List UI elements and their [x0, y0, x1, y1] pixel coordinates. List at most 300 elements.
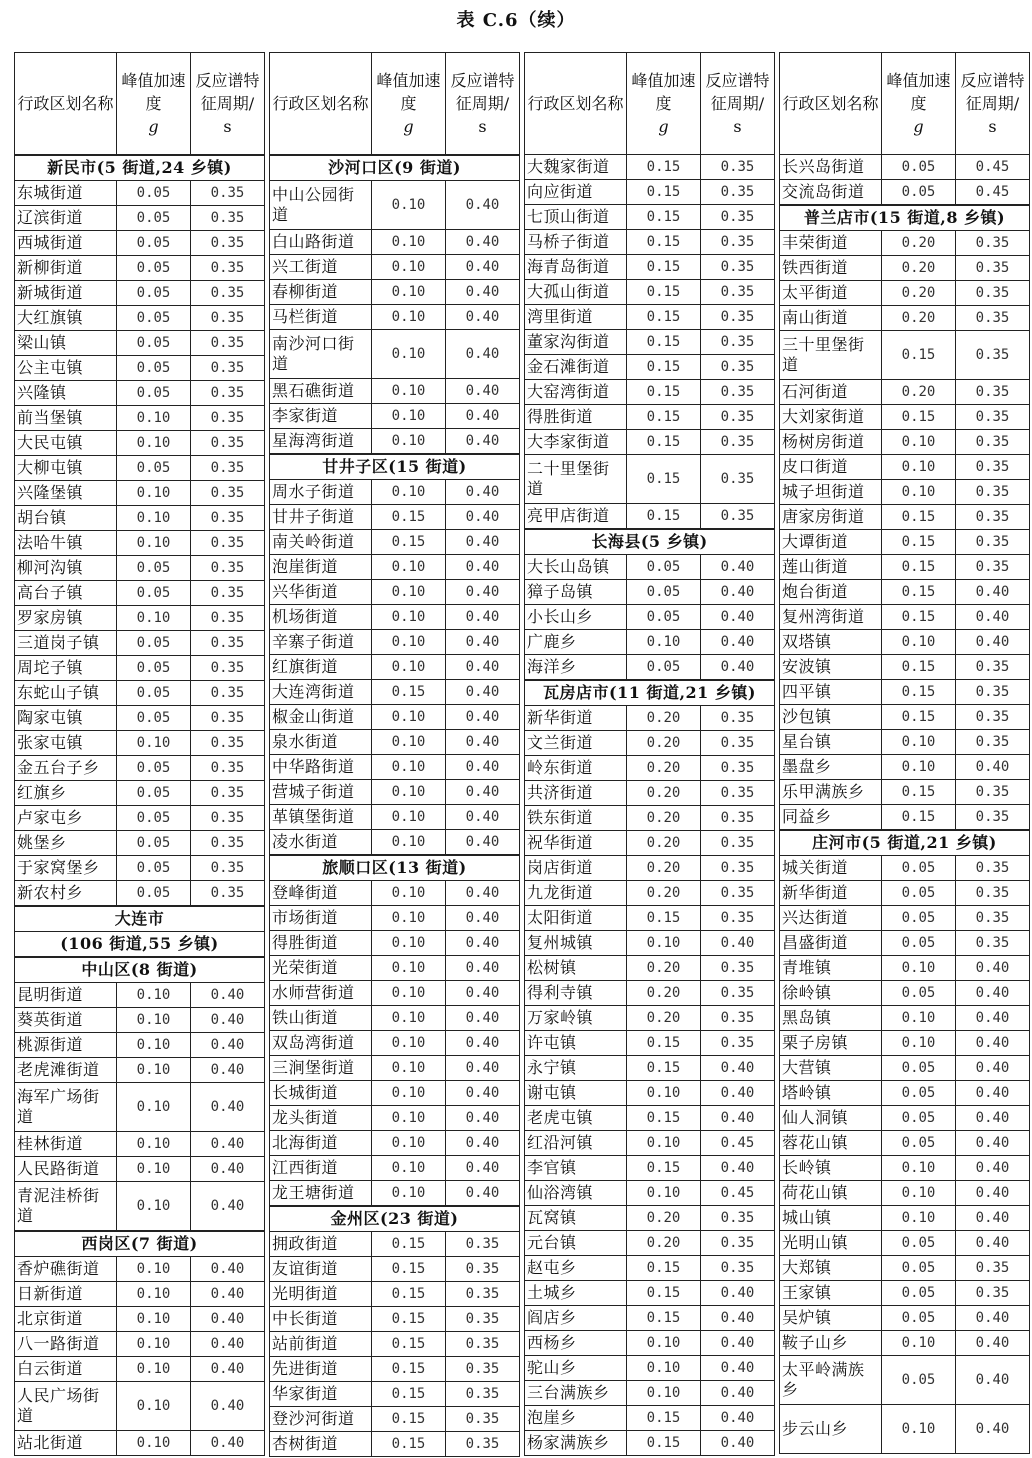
header-pga: 峰值加速度 g — [882, 53, 956, 155]
peak-acceleration: 0.10 — [882, 455, 956, 480]
peak-acceleration: 0.15 — [627, 180, 701, 205]
table-row — [525, 731, 775, 756]
table-row — [780, 530, 1030, 555]
peak-acceleration: 0.20 — [627, 781, 701, 806]
district-name: 大长山岛镇 — [525, 555, 627, 580]
peak-acceleration: 0.05 — [627, 655, 701, 681]
table-row — [780, 1006, 1030, 1031]
peak-acceleration: 0.10 — [117, 1357, 191, 1382]
peak-acceleration: 0.05 — [117, 281, 191, 306]
characteristic-period: 0.40 — [956, 1356, 1030, 1405]
table-row — [15, 1033, 265, 1058]
section-title: 中山区(8 街道) — [15, 957, 265, 983]
district-name: 大连湾街道 — [270, 680, 372, 705]
characteristic-period: 0.40 — [446, 605, 520, 630]
table-row — [780, 1081, 1030, 1106]
table-row — [780, 555, 1030, 580]
table-row — [780, 705, 1030, 730]
peak-acceleration: 0.05 — [117, 831, 191, 856]
district-name: 向应街道 — [525, 180, 627, 205]
peak-acceleration: 0.05 — [117, 881, 191, 907]
table-row — [15, 1431, 265, 1456]
table-row — [270, 1357, 520, 1382]
district-name: 姚堡乡 — [15, 831, 117, 856]
peak-acceleration: 0.15 — [372, 1257, 446, 1282]
characteristic-period: 0.40 — [701, 1431, 775, 1456]
peak-acceleration: 0.15 — [627, 205, 701, 230]
characteristic-period: 0.35 — [191, 506, 265, 531]
table-row — [15, 431, 265, 456]
characteristic-period: 0.40 — [191, 983, 265, 1008]
table-row — [525, 555, 775, 580]
peak-acceleration: 0.15 — [627, 255, 701, 280]
district-name: 大红旗镇 — [15, 306, 117, 331]
peak-acceleration: 0.10 — [372, 255, 446, 280]
characteristic-period: 0.40 — [446, 555, 520, 580]
peak-acceleration: 0.05 — [882, 1106, 956, 1131]
table-row — [270, 255, 520, 280]
peak-acceleration: 0.10 — [117, 1382, 191, 1431]
district-name: 文兰街道 — [525, 731, 627, 756]
peak-acceleration: 0.15 — [627, 1256, 701, 1281]
table-grid — [14, 52, 1024, 1452]
peak-acceleration: 0.05 — [882, 180, 956, 206]
peak-acceleration: 0.10 — [372, 1031, 446, 1056]
peak-acceleration: 0.10 — [627, 1131, 701, 1156]
district-name: 南山街道 — [780, 306, 882, 331]
peak-acceleration: 0.15 — [627, 1406, 701, 1431]
peak-acceleration: 0.10 — [117, 531, 191, 556]
table-row — [270, 305, 520, 330]
district-name: 光明街道 — [270, 1282, 372, 1307]
district-name: 先进街道 — [270, 1357, 372, 1382]
table-row — [15, 983, 265, 1008]
table-row — [270, 605, 520, 630]
district-name: 兴达街道 — [780, 906, 882, 931]
table-row — [780, 730, 1030, 755]
table-row — [270, 805, 520, 830]
characteristic-period: 0.40 — [956, 1306, 1030, 1331]
peak-acceleration: 0.10 — [372, 830, 446, 856]
district-name: 徐岭镇 — [780, 981, 882, 1006]
district-name: 塔岭镇 — [780, 1081, 882, 1106]
district-name: 黑岛镇 — [780, 1006, 882, 1031]
table-row — [525, 455, 775, 504]
peak-acceleration: 0.10 — [372, 429, 446, 455]
characteristic-period: 0.40 — [446, 981, 520, 1006]
characteristic-period: 0.35 — [956, 655, 1030, 680]
characteristic-period: 0.40 — [191, 1357, 265, 1382]
peak-acceleration: 0.05 — [627, 555, 701, 580]
table-block-1 — [14, 52, 265, 1456]
peak-acceleration: 0.20 — [882, 256, 956, 281]
table-row — [525, 180, 775, 205]
district-name: 新华街道 — [780, 881, 882, 906]
peak-acceleration: 0.05 — [117, 381, 191, 406]
section-title: (106 街道,55 乡镇) — [15, 932, 265, 958]
table-row — [15, 1083, 265, 1132]
table-row — [270, 280, 520, 305]
table-row — [15, 1282, 265, 1307]
characteristic-period: 0.35 — [701, 380, 775, 405]
peak-acceleration: 0.05 — [882, 981, 956, 1006]
district-name: 人民广场街道 — [15, 1382, 117, 1431]
characteristic-period: 0.35 — [191, 881, 265, 907]
district-name: 栗子房镇 — [780, 1031, 882, 1056]
table-row — [780, 856, 1030, 881]
district-name: 大郑镇 — [780, 1256, 882, 1281]
characteristic-period: 0.40 — [446, 1131, 520, 1156]
district-name: 站北街道 — [15, 1431, 117, 1456]
header-name: 行政区划名称 — [780, 53, 882, 155]
district-name: 周水子街道 — [270, 480, 372, 505]
district-name: 陶家屯镇 — [15, 706, 117, 731]
table-row — [270, 1031, 520, 1056]
table-row — [15, 706, 265, 731]
district-name: 马栏街道 — [270, 305, 372, 330]
characteristic-period: 0.35 — [191, 281, 265, 306]
district-name: 复州湾街道 — [780, 605, 882, 630]
table-row — [780, 956, 1030, 981]
peak-acceleration: 0.10 — [372, 805, 446, 830]
section-row — [780, 830, 1030, 856]
characteristic-period: 0.40 — [701, 605, 775, 630]
characteristic-period: 0.35 — [701, 981, 775, 1006]
table-row — [270, 1307, 520, 1332]
district-name: 登沙河街道 — [270, 1407, 372, 1432]
peak-acceleration: 0.15 — [372, 1232, 446, 1257]
peak-acceleration: 0.10 — [372, 655, 446, 680]
district-name: 共济街道 — [525, 781, 627, 806]
characteristic-period: 0.35 — [701, 806, 775, 831]
peak-acceleration: 0.15 — [627, 906, 701, 931]
district-name: 石河街道 — [780, 380, 882, 405]
district-name: 湾里街道 — [525, 305, 627, 330]
characteristic-period: 0.35 — [446, 1232, 520, 1257]
district-name: 交流岛街道 — [780, 180, 882, 206]
characteristic-period: 0.35 — [191, 556, 265, 581]
table-row — [15, 381, 265, 406]
characteristic-period: 0.40 — [701, 580, 775, 605]
district-name: 金五台子乡 — [15, 756, 117, 781]
characteristic-period: 0.40 — [446, 655, 520, 680]
peak-acceleration: 0.10 — [882, 730, 956, 755]
characteristic-period: 0.35 — [701, 1231, 775, 1256]
table-row — [525, 380, 775, 405]
characteristic-period: 0.35 — [191, 356, 265, 381]
table-row — [525, 1056, 775, 1081]
peak-acceleration: 0.15 — [372, 680, 446, 705]
characteristic-period: 0.35 — [956, 856, 1030, 881]
peak-acceleration: 0.15 — [627, 1156, 701, 1181]
characteristic-period: 0.40 — [956, 630, 1030, 655]
peak-acceleration: 0.10 — [372, 956, 446, 981]
peak-acceleration: 0.15 — [372, 1282, 446, 1307]
table-row — [525, 1281, 775, 1306]
section-title: 旅顺口区(13 街道) — [270, 855, 520, 881]
characteristic-period: 0.40 — [956, 981, 1030, 1006]
characteristic-period: 0.35 — [446, 1407, 520, 1432]
peak-acceleration: 0.10 — [372, 280, 446, 305]
characteristic-period: 0.35 — [191, 381, 265, 406]
district-name: 蓉花山镇 — [780, 1131, 882, 1156]
peak-acceleration: 0.15 — [627, 1031, 701, 1056]
table-row — [525, 1031, 775, 1056]
peak-acceleration: 0.10 — [117, 406, 191, 431]
district-name: 新华街道 — [525, 706, 627, 731]
peak-acceleration: 0.10 — [627, 630, 701, 655]
characteristic-period: 0.40 — [446, 705, 520, 730]
characteristic-period: 0.40 — [956, 956, 1030, 981]
table-row — [525, 255, 775, 280]
characteristic-period: 0.45 — [956, 155, 1030, 180]
table-row — [15, 681, 265, 706]
table-row — [525, 155, 775, 180]
characteristic-period: 0.40 — [446, 255, 520, 280]
characteristic-period: 0.35 — [191, 856, 265, 881]
district-name: 东蛇山子镇 — [15, 681, 117, 706]
district-name: 双塔镇 — [780, 630, 882, 655]
peak-acceleration: 0.10 — [372, 1006, 446, 1031]
district-name: 红沿河镇 — [525, 1131, 627, 1156]
characteristic-period: 0.35 — [956, 430, 1030, 455]
characteristic-period: 0.40 — [446, 1006, 520, 1031]
characteristic-period: 0.40 — [701, 1406, 775, 1431]
table-row — [270, 655, 520, 680]
characteristic-period: 0.35 — [956, 780, 1030, 805]
characteristic-period: 0.35 — [191, 756, 265, 781]
table-row — [780, 480, 1030, 505]
characteristic-period: 0.35 — [701, 405, 775, 430]
header-name: 行政区划名称 — [525, 53, 627, 155]
characteristic-period: 0.35 — [956, 730, 1030, 755]
peak-acceleration: 0.05 — [882, 1281, 956, 1306]
characteristic-period: 0.40 — [446, 181, 520, 230]
peak-acceleration: 0.10 — [882, 480, 956, 505]
characteristic-period: 0.40 — [446, 805, 520, 830]
table-row — [270, 630, 520, 655]
table-row — [525, 405, 775, 430]
table-row — [780, 881, 1030, 906]
table-row — [780, 780, 1030, 805]
characteristic-period: 0.35 — [956, 231, 1030, 256]
peak-acceleration: 0.10 — [117, 506, 191, 531]
peak-acceleration: 0.10 — [117, 1157, 191, 1182]
section-title: 沙河口区(9 街道) — [270, 155, 520, 181]
district-name: 高台子镇 — [15, 581, 117, 606]
district-name: 营城子街道 — [270, 780, 372, 805]
district-name: 青泥洼桥街道 — [15, 1182, 117, 1232]
characteristic-period: 0.40 — [701, 1156, 775, 1181]
characteristic-period: 0.40 — [191, 1058, 265, 1083]
characteristic-period: 0.35 — [446, 1332, 520, 1357]
peak-acceleration: 0.10 — [372, 730, 446, 755]
table-row — [525, 205, 775, 230]
characteristic-period: 0.40 — [191, 1282, 265, 1307]
district-name: 中长街道 — [270, 1307, 372, 1332]
table-row — [525, 1231, 775, 1256]
peak-acceleration: 0.05 — [627, 580, 701, 605]
district-name: 桃源街道 — [15, 1033, 117, 1058]
section-row — [525, 680, 775, 706]
district-name: 李家街道 — [270, 404, 372, 429]
table-row — [15, 281, 265, 306]
peak-acceleration: 0.20 — [627, 956, 701, 981]
characteristic-period: 0.40 — [446, 379, 520, 404]
district-name: 西城街道 — [15, 231, 117, 256]
district-name: 光荣街道 — [270, 956, 372, 981]
characteristic-period: 0.35 — [701, 1006, 775, 1031]
peak-acceleration: 0.05 — [117, 206, 191, 231]
district-name: 双岛湾街道 — [270, 1031, 372, 1056]
table-row — [525, 580, 775, 605]
characteristic-period: 0.35 — [701, 1256, 775, 1281]
district-name: 墨盘乡 — [780, 755, 882, 780]
peak-acceleration: 0.10 — [882, 1006, 956, 1031]
table-row — [270, 906, 520, 931]
district-name: 梁山镇 — [15, 331, 117, 356]
characteristic-period: 0.35 — [701, 731, 775, 756]
characteristic-period: 0.35 — [701, 455, 775, 504]
peak-acceleration: 0.05 — [117, 706, 191, 731]
district-name: 永宁镇 — [525, 1056, 627, 1081]
district-name: 赵屯乡 — [525, 1256, 627, 1281]
table-row — [270, 680, 520, 705]
peak-acceleration: 0.20 — [627, 1206, 701, 1231]
table-row — [15, 856, 265, 881]
district-name: 白云街道 — [15, 1357, 117, 1382]
table-row — [15, 356, 265, 381]
characteristic-period: 0.35 — [701, 255, 775, 280]
table-row — [525, 881, 775, 906]
characteristic-period: 0.40 — [701, 931, 775, 956]
district-name: 昌盛街道 — [780, 931, 882, 956]
characteristic-period: 0.40 — [191, 1431, 265, 1456]
characteristic-period: 0.35 — [701, 180, 775, 205]
characteristic-period: 0.35 — [701, 305, 775, 330]
table-row — [270, 230, 520, 255]
peak-acceleration: 0.10 — [372, 1056, 446, 1081]
table-row — [15, 231, 265, 256]
peak-acceleration: 0.10 — [117, 1182, 191, 1232]
district-name: 香炉礁街道 — [15, 1257, 117, 1282]
peak-acceleration: 0.05 — [882, 1131, 956, 1156]
district-name: 小长山乡 — [525, 605, 627, 630]
district-name: 前当堡镇 — [15, 406, 117, 431]
characteristic-period: 0.35 — [191, 456, 265, 481]
table-row — [780, 1331, 1030, 1356]
table-row — [525, 330, 775, 355]
characteristic-period: 0.35 — [701, 155, 775, 180]
table-row — [780, 680, 1030, 705]
district-name: 兴隆镇 — [15, 381, 117, 406]
characteristic-period: 0.35 — [956, 480, 1030, 505]
characteristic-period: 0.40 — [956, 1181, 1030, 1206]
district-name: 中山公园街道 — [270, 181, 372, 230]
district-name: 春柳街道 — [270, 280, 372, 305]
district-name: 新柳街道 — [15, 256, 117, 281]
table-row — [15, 256, 265, 281]
characteristic-period: 0.35 — [956, 281, 1030, 306]
characteristic-period: 0.40 — [956, 1206, 1030, 1231]
peak-acceleration: 0.10 — [372, 379, 446, 404]
peak-acceleration: 0.10 — [882, 1206, 956, 1231]
district-name: 白山路街道 — [270, 230, 372, 255]
district-name: 得胜街道 — [270, 931, 372, 956]
characteristic-period: 0.45 — [956, 180, 1030, 206]
characteristic-period: 0.35 — [956, 680, 1030, 705]
characteristic-period: 0.35 — [446, 1307, 520, 1332]
section-title: 金州区(23 街道) — [270, 1206, 520, 1232]
characteristic-period: 0.35 — [956, 505, 1030, 530]
peak-acceleration: 0.10 — [372, 881, 446, 906]
table-row — [15, 531, 265, 556]
district-name: 新农村乡 — [15, 881, 117, 907]
district-name: 大窑湾街道 — [525, 380, 627, 405]
peak-acceleration: 0.05 — [882, 856, 956, 881]
district-name: 水师营街道 — [270, 981, 372, 1006]
table-row — [525, 831, 775, 856]
district-name: 兴华街道 — [270, 580, 372, 605]
district-name: 王家镇 — [780, 1281, 882, 1306]
characteristic-period: 0.35 — [701, 1206, 775, 1231]
characteristic-period: 0.35 — [956, 805, 1030, 831]
peak-acceleration: 0.10 — [117, 431, 191, 456]
table-row — [15, 1132, 265, 1157]
peak-acceleration: 0.20 — [627, 1231, 701, 1256]
peak-acceleration: 0.15 — [372, 1307, 446, 1332]
table-row — [15, 731, 265, 756]
peak-acceleration: 0.10 — [372, 1106, 446, 1131]
table-row — [270, 931, 520, 956]
table-row — [525, 655, 775, 681]
peak-acceleration: 0.20 — [627, 806, 701, 831]
table-row — [270, 429, 520, 455]
district-name: 甘井子街道 — [270, 505, 372, 530]
table-row — [270, 881, 520, 906]
district-name: 卢家屯乡 — [15, 806, 117, 831]
table-row — [525, 756, 775, 781]
table-row — [780, 1056, 1030, 1081]
table-row — [15, 756, 265, 781]
characteristic-period: 0.35 — [956, 455, 1030, 480]
table-row — [270, 730, 520, 755]
peak-acceleration: 0.20 — [627, 756, 701, 781]
district-name: 新城街道 — [15, 281, 117, 306]
table-row — [780, 306, 1030, 331]
table-row — [270, 1282, 520, 1307]
table-row — [525, 305, 775, 330]
district-name: 董家沟街道 — [525, 330, 627, 355]
characteristic-period: 0.40 — [191, 1382, 265, 1431]
district-name: 华家街道 — [270, 1382, 372, 1407]
district-name: 广鹿乡 — [525, 630, 627, 655]
district-name: 沙包镇 — [780, 705, 882, 730]
district-name: 岗店街道 — [525, 856, 627, 881]
peak-acceleration: 0.15 — [627, 155, 701, 180]
table-row — [15, 656, 265, 681]
district-name: 中华路街道 — [270, 755, 372, 780]
district-name: 大刘家街道 — [780, 405, 882, 430]
table-row — [270, 1056, 520, 1081]
peak-acceleration: 0.10 — [372, 330, 446, 379]
characteristic-period: 0.40 — [956, 1231, 1030, 1256]
characteristic-period: 0.35 — [956, 405, 1030, 430]
table-row — [780, 1281, 1030, 1306]
district-name: 仙浴湾镇 — [525, 1181, 627, 1206]
district-name: 昆明街道 — [15, 983, 117, 1008]
table-row — [15, 456, 265, 481]
